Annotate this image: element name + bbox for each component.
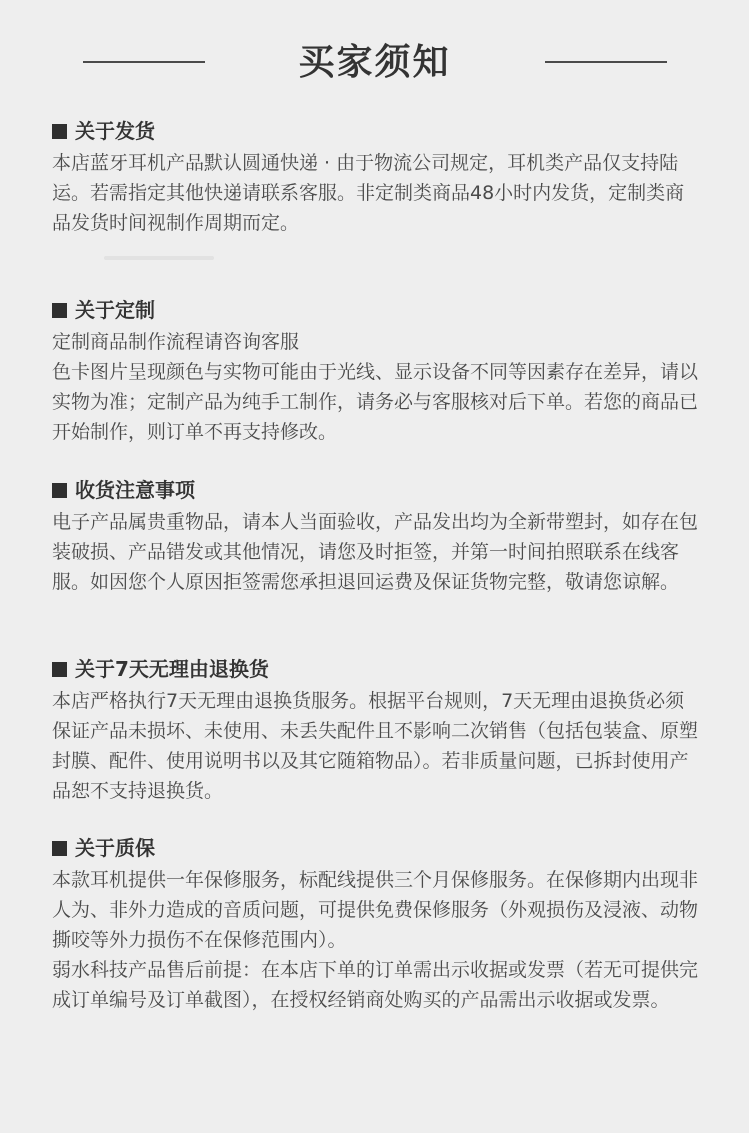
- section-title: 关于定制: [75, 298, 155, 322]
- section-paragraph: 电子产品属贵重物品，请本人当面验收，产品发出均为全新带塑封，如存在包装破损、产品错发或其他情况，请您及时拒签，并第一时间拍照联系在线客服。如因您个人原因拒签需您承担退回运费及保证货物完整，敬请您谅解。: [52, 511, 699, 593]
- page-title: 买家须知: [298, 42, 451, 83]
- section-paragraph: 弱水科技产品售后前提：在本店下单的订单需出示收据或发票（若无可提供完成订单编号及订单截图），在授权经销商处购买的产品需出示收据或发票。: [52, 959, 699, 1011]
- section-title: 关于7天无理由退换货: [75, 657, 269, 681]
- section-heading: [52, 654, 702, 684]
- square-bullet-icon: [52, 483, 67, 498]
- section-heading: [52, 833, 702, 863]
- section-heading: [52, 475, 702, 505]
- section-returns: [52, 654, 702, 806]
- section-shipping: [52, 116, 702, 238]
- faint-watermark-mark: [104, 256, 214, 260]
- section-title: 关于质保: [75, 836, 155, 860]
- section-paragraph: 本店蓝牙耳机产品默认圆通快递 · 由于物流公司规定，耳机类产品仅支持陆运。若需指定其他快递请联系客服。非定制类商品48小时内发货，定制类商品发货时间视制作周期而定。: [52, 152, 685, 234]
- section-title: 关于发货: [75, 119, 155, 143]
- section-title: 收货注意事项: [75, 478, 195, 502]
- section-warranty: [52, 833, 702, 1015]
- section-customization: [52, 295, 702, 447]
- square-bullet-icon: [52, 303, 67, 318]
- square-bullet-icon: [52, 124, 67, 139]
- section-paragraph: 本款耳机提供一年保修服务，标配线提供三个月保修服务。在保修期内出现非人为、非外力造成的音质问题，可提供免费保修服务（外观损伤及浸液、动物撕咬等外力损伤不在保修范围内）。: [52, 869, 699, 951]
- title-divider-right: [545, 61, 667, 63]
- section-paragraph: 定制商品制作流程请咨询客服: [52, 331, 300, 353]
- section-heading: [52, 295, 702, 325]
- section-paragraph: 色卡图片呈现颜色与实物可能由于光线、显示设备不同等因素存在差异，请以实物为准；定制产品为纯手工制作，请务必与客服核对后下单。若您的商品已开始制作，则订单不再支持修改。: [52, 361, 699, 443]
- section-receiving-notes: [52, 475, 702, 597]
- page-header: [0, 38, 749, 88]
- section-heading: [52, 116, 702, 146]
- square-bullet-icon: [52, 662, 67, 677]
- section-paragraph: 本店严格执行7天无理由退换货服务。根据平台规则，7天无理由退换货必须保证产品未损坏、未使用、未丢失配件且不影响二次销售（包括包装盒、原塑封膜、配件、使用说明书以及其它随箱物品）。若非质量问题，已拆封使用产品恕不支持退换货。: [52, 690, 699, 802]
- square-bullet-icon: [52, 841, 67, 856]
